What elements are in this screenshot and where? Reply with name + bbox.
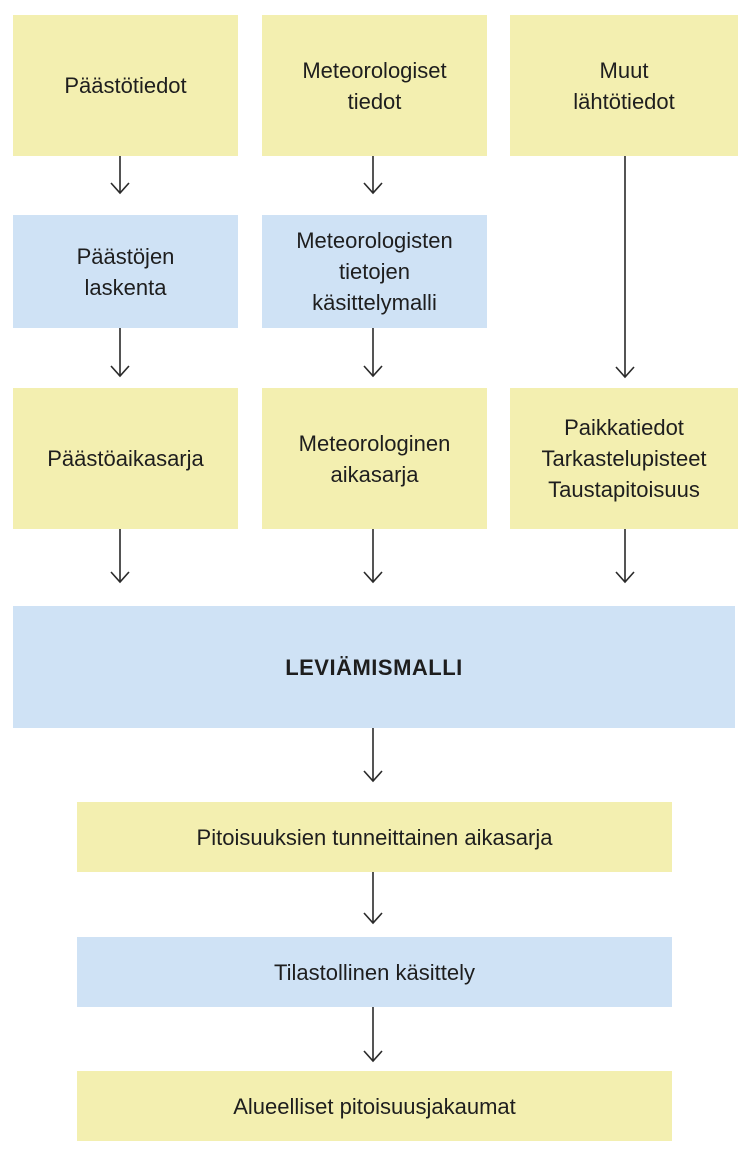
node-meteorological-time-series: Meteorologinen aikasarja [262,388,487,529]
node-hourly-concentration-series: Pitoisuuksien tunneittainen aikasarja [77,802,672,872]
node-emission-data: Päästötiedot [13,15,238,156]
node-meteorological-data: Meteorologiset tiedot [262,15,487,156]
arrow-hourly-series-to-statistical [364,872,382,923]
node-location-data: Paikkatiedot Tarkastelupisteet Taustapitoisuus [510,388,738,529]
node-statistical-processing: Tilastollinen käsittely [77,937,672,1007]
node-emission-time-series: Päästöaikasarja [13,388,238,529]
arrow-meteo-model-to-meteo-series [364,328,382,376]
node-regional-concentration-distributions: Alueelliset pitoisuusjakaumat [77,1071,672,1141]
arrow-dispersion-model-to-hourly-series [364,728,382,781]
arrow-location-data-to-dispersion-model [616,529,634,582]
node-emission-calculation: Päästöjen laskenta [13,215,238,328]
arrow-calculation-to-emission-series [111,328,129,376]
arrow-other-data-to-location-data [616,156,634,377]
node-meteorological-processing-model: Meteorologisten tietojen käsittelymalli [262,215,487,328]
node-dispersion-model: LEVIÄMISMALLI [13,606,735,728]
arrow-meteo-series-to-dispersion-model [364,529,382,582]
arrow-emission-series-to-dispersion-model [111,529,129,582]
node-other-input-data: Muut lähtötiedot [510,15,738,156]
arrow-statistical-to-regional [364,1007,382,1061]
arrow-meteo-data-to-model [364,156,382,193]
arrow-emission-data-to-calculation [111,156,129,193]
